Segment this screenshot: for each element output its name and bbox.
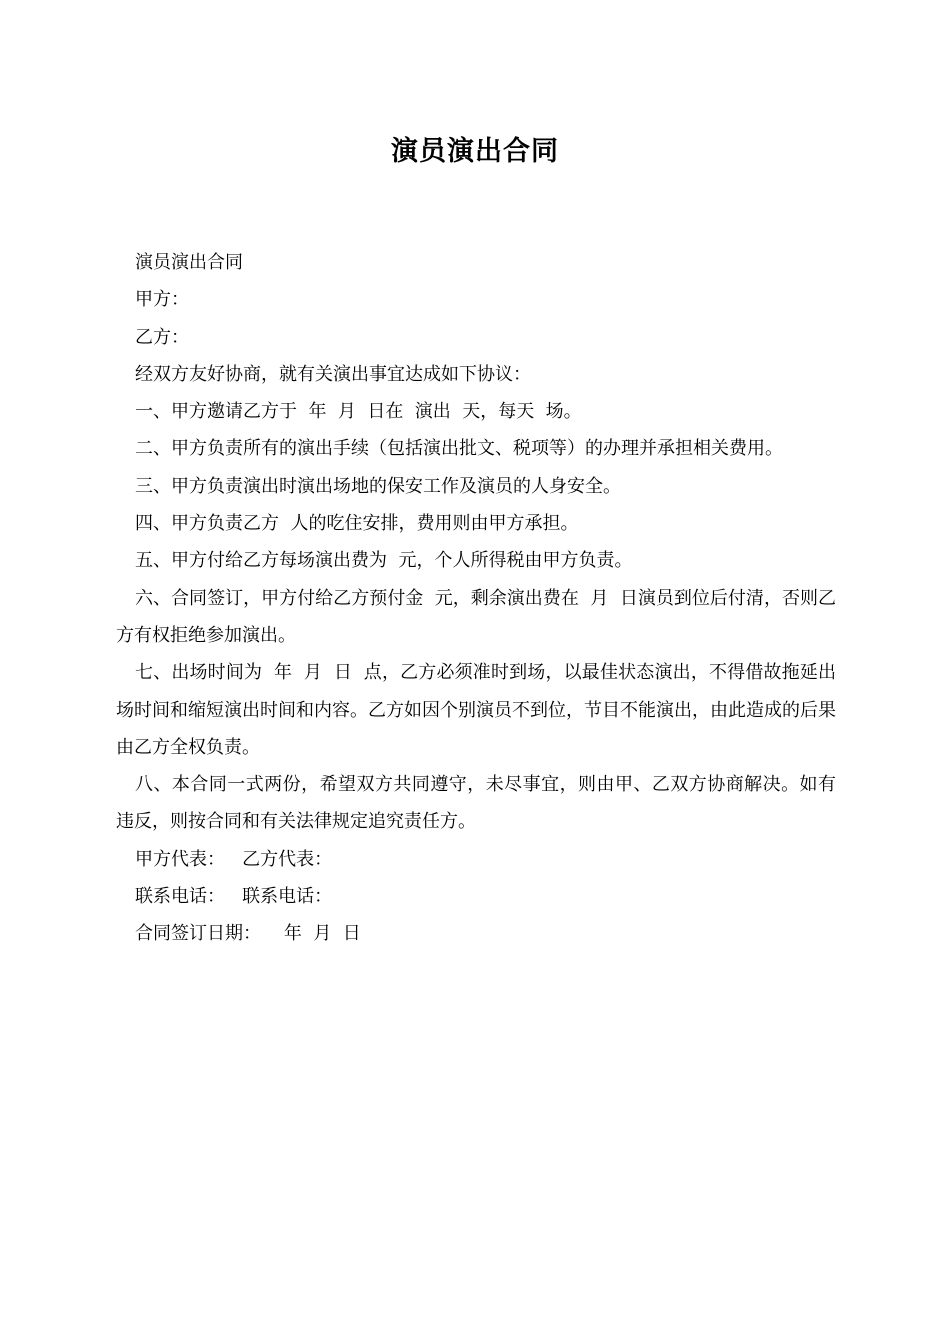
clause-6: 六、合同签订，甲方付给乙方预付金 元，剩余演出费在 月 日演员到位后付清，否则乙方有权拒绝参加演出。 — [116, 587, 836, 646]
document-body — [116, 244, 836, 953]
paragraph-heading: 演员演出合同 — [135, 252, 243, 273]
phone-line: 联系电话： 联系电话： — [135, 886, 333, 908]
clause-1: 一、甲方邀请乙方于 年 月 日在 演出 天，每天 场。 — [135, 401, 582, 423]
representatives-line: 甲方代表： 乙方代表： — [135, 848, 333, 870]
clause-2: 二、甲方负责所有的演出手续（包括演出批文、税项等）的办理并承担相关费用。 — [135, 438, 783, 460]
clause-7: 七、出场时间为 年 月 日 点，乙方必须准时到场，以最佳状态演出，不得借故拖延出场时间和缩短演出时间和内容。乙方如因个别演员不到位，节目不能演出，由此造成的后果由乙方全权负责。 — [116, 662, 836, 758]
document-title: 演员演出合同 — [391, 136, 559, 167]
clause-5: 五、甲方付给乙方每场演出费为 元，个人所得税由甲方负责。 — [135, 550, 633, 572]
clause-3: 三、甲方负责演出时演出场地的保安工作及演员的人身安全。 — [135, 475, 621, 497]
clause-4: 四、甲方负责乙方 人的吃住安排，费用则由甲方承担。 — [135, 513, 579, 535]
paragraph-party-b: 乙方： — [135, 326, 189, 348]
signing-date-line: 合同签订日期： 年 月 日 — [135, 923, 361, 945]
paragraph-preamble: 经双方友好协商，就有关演出事宜达成如下协议： — [135, 363, 531, 385]
clause-8: 八、本合同一式两份，希望双方共同遵守，未尽事宜，则由甲、乙双方协商解决。如有违反，则按合同和有关法律规定追究责任方。 — [116, 774, 836, 833]
paragraph-party-a: 甲方： — [135, 289, 189, 311]
